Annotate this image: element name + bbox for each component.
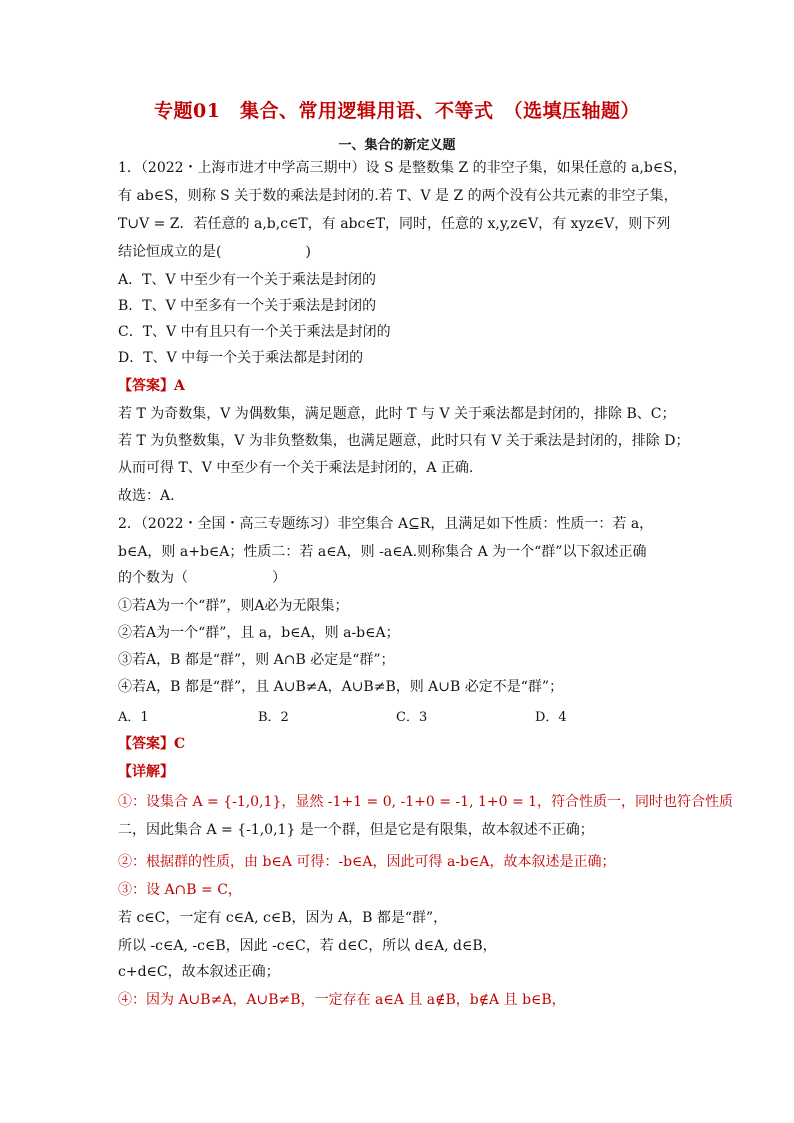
q1-line-4: 结论恒成立的是( ) (118, 244, 311, 260)
q2-detail-line: ②：根据群的性质，由 b∈A 可得：-b∈A，因此可得 a-b∈A，故本叙述是正确； (118, 854, 616, 870)
q2-detail-label: 【详解】 (118, 764, 174, 780)
q2-statement-4: ④若A，B 都是“群”，且 A∪B≠A，A∪B≠B，则 A∪B 必定不是“群”； (118, 679, 564, 695)
q1-line-3: T∪V = Z．若任意的 a,b,c∈T，有 abc∈T，同时，任意的 x,y,z∈V，有 xyz∈V，则下列 (118, 216, 671, 232)
q1-explanation-3: 从而可得 T、V 中至少有一个关于乘法是封闭的，A 正确. (118, 460, 474, 476)
q2-statement-1: ①若A为一个“群”，则A必为无限集； (118, 598, 349, 614)
q1-line-2: 有 ab∈S，则称 S 关于数的乘法是封闭的.若 T、V 是 Z 的两个没有公共元素的非空子集， (118, 188, 678, 204)
q1-option-a: A．T、V 中至少有一个关于乘法是封闭的 (118, 272, 377, 288)
q2-answer: 【答案】C (118, 736, 186, 752)
q2-detail-line: 若 c∈C，一定有 c∈A, c∈B，因为 A，B 都是“群”， (118, 910, 448, 926)
q2-detail-line: c+d∈C，故本叙述正确； (118, 964, 280, 980)
q1-explanation-4: 故选：A. (118, 488, 175, 504)
q1-explanation-1: 若 T 为奇数集，V 为偶数集，满足题意，此时 T 与 V 关于乘法都是封闭的，排除 B、C； (118, 406, 676, 422)
q2-statement-3: ③若A，B 都是“群”，则 A∩B 必定是“群”； (118, 652, 395, 668)
q2-line-2: b∈A，则 a+b∈A；性质二：若 a∈A，则 -a∈A.则称集合 A 为一个“群”以下叙述正确 (118, 544, 647, 560)
q2-statement-2: ②若A为一个“群”，且 a，b∈A，则 a-b∈A； (118, 625, 400, 641)
q2-line-1: 2．（2022・全国・高三专题练习）非空集合 A⊆R，且满足如下性质：性质一：若 a， (118, 516, 654, 532)
q1-answer: 【答案】A (118, 378, 185, 394)
q2-detail-line: ①：设集合 A = {-1,0,1}，显然 -1+1 = 0, -1+0 = -1, 1+0 = 1，符合性质一，同时也符合性质 (118, 794, 734, 810)
q2-option-b: B．2 (258, 710, 289, 725)
page-title: 专题01 集合、常用逻辑用语、不等式 （选填压轴题） (154, 100, 640, 122)
q2-detail-line: 二，因此集合 A = {-1,0,1} 是一个群，但是它是有限集，故本叙述不正确； (118, 822, 594, 838)
q2-option-d: D．4 (535, 710, 567, 725)
q2-detail-line: 所以 -c∈A, -c∈B，因此 -c∈C，若 d∈C，所以 d∈A, d∈B， (118, 938, 497, 954)
q1-option-c: C．T、V 中有且只有一个关于乘法是封闭的 (118, 324, 391, 340)
q1-option-b: B．T、V 中至多有一个关于乘法是封闭的 (118, 298, 377, 314)
section-heading: 一、集合的新定义题 (338, 138, 456, 153)
q2-detail-line: ③：设 A∩B = C， (118, 882, 242, 898)
q2-line-3: 的个数为（ ） (118, 570, 286, 586)
q1-line-1: 1．（2022・上海市进才中学高三期中）设 S 是整数集 Z 的非空子集，如果任意的 a,b∈S， (118, 160, 687, 176)
q2-option-c: C．3 (396, 710, 428, 725)
q1-option-d: D．T、V 中每一个关于乘法都是封闭的 (118, 350, 364, 366)
q2-detail-line: ④：因为 A∪B≠A，A∪B≠B，一定存在 a∈A 且 a∉B，b∉A 且 b∈B， (118, 992, 566, 1008)
q1-explanation-2: 若 T 为负整数集，V 为非负整数集，也满足题意，此时只有 V 关于乘法是封闭的，排除 D； (118, 433, 690, 449)
q2-option-a: A．1 (118, 710, 149, 725)
